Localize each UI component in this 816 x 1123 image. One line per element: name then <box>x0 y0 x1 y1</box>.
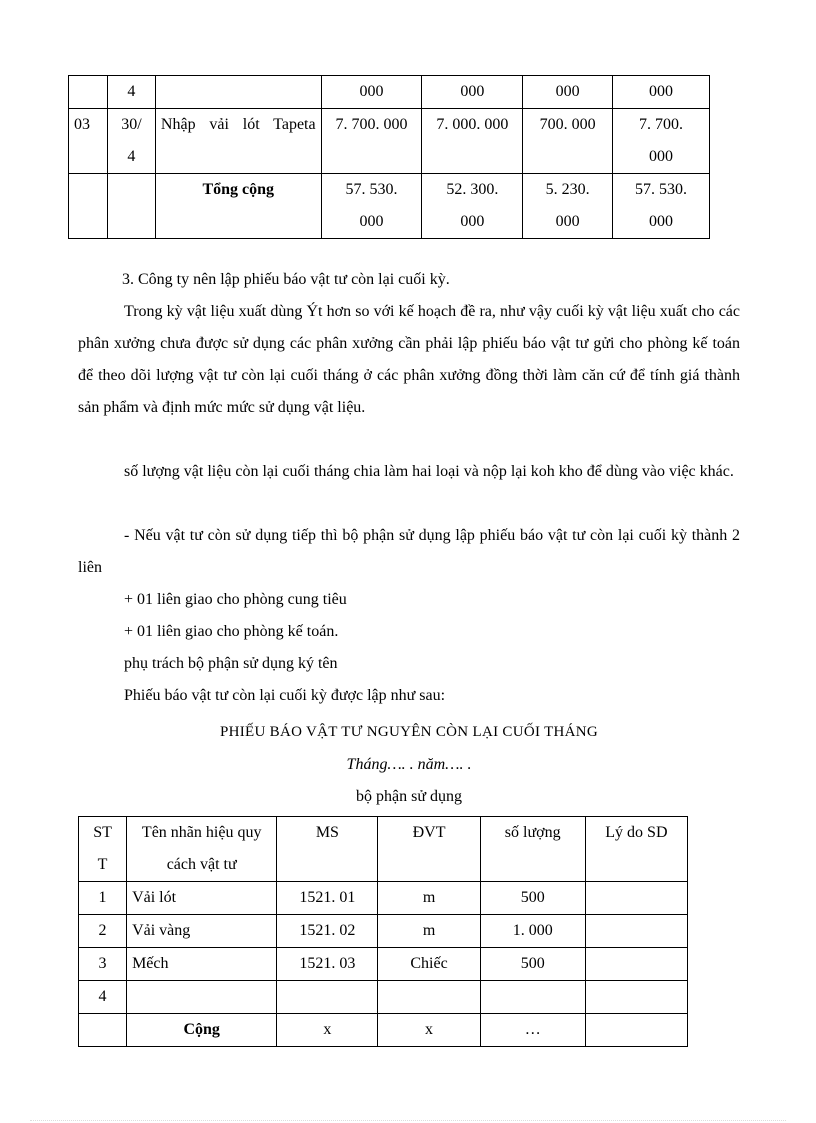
table-cell: 2 <box>79 915 127 948</box>
table-cell: m <box>378 915 480 948</box>
table-row <box>79 948 688 981</box>
table-cell: 4 <box>107 76 155 109</box>
column-header: ST T <box>79 817 127 882</box>
table-cell: … <box>480 1014 585 1047</box>
table-cell <box>480 981 585 1014</box>
table-cell: 1 <box>79 882 127 915</box>
table-cell: 3 <box>79 948 127 981</box>
total-label: Tổng cộng <box>155 174 321 239</box>
table-cell <box>155 76 321 109</box>
column-header: Lý do SD <box>585 817 687 882</box>
table-cell: Vải vàng <box>127 915 277 948</box>
table-cell: 7. 700. 000 <box>613 109 710 174</box>
table-cell: 500 <box>480 882 585 915</box>
material-report-table <box>78 816 688 1047</box>
table-row <box>79 915 688 948</box>
table-cell: 4 <box>79 981 127 1014</box>
paragraph: Trong kỳ vật liệu xuất dùng Ýt hơn so với kế hoạch đề ra, như vậy cuối kỳ vật liệu xuất cho các phân xưởng chưa được sử dụng các phân xưởng cần phải lập phiếu báo vật tư gửi cho phòng kế toán để theo dõi lượng vật tư còn lại cuối tháng ở các phân xưởng đồng thời làm căn cứ để tính giá thành sản phẩm và định mức mức sử dụng vật liệu. <box>78 303 740 416</box>
table-cell: m <box>378 882 480 915</box>
table-cell: 5. 230. 000 <box>523 174 613 239</box>
table-row <box>69 76 710 109</box>
table-row <box>69 109 710 174</box>
table-row <box>79 981 688 1014</box>
paragraph: Phiếu báo vật tư còn lại cuối kỳ được lập như sau: <box>124 687 446 704</box>
table-cell <box>585 915 687 948</box>
paragraph: - Nếu vật tư còn sử dụng tiếp thì bộ phận sử dụng lập phiếu báo vật tư còn lại cuối kỳ thành 2 liên <box>78 527 740 576</box>
table-cell: 000 <box>523 76 613 109</box>
table-cell: x <box>378 1014 480 1047</box>
paragraph: phụ trách bộ phận sử dụng ký tên <box>124 655 338 672</box>
table-cell: 57. 530. 000 <box>321 174 422 239</box>
list-item: + 01 liên giao cho phòng kế toán. <box>124 623 339 640</box>
table-cell: 700. 000 <box>523 109 613 174</box>
table-cell: 30/ 4 <box>107 109 155 174</box>
table-cell: 52. 300. 000 <box>422 174 523 239</box>
table-cell <box>585 981 687 1014</box>
column-header: số lượng <box>480 817 585 882</box>
table-cell <box>127 981 277 1014</box>
table-cell: Vải lót <box>127 882 277 915</box>
list-item: + 01 liên giao cho phòng cung tiêu <box>124 591 347 608</box>
inventory-table <box>68 75 710 239</box>
table-cell: 03 <box>69 109 108 174</box>
table-cell <box>277 981 378 1014</box>
table-cell <box>79 1014 127 1047</box>
table-cell <box>69 174 108 239</box>
column-header: MS <box>277 817 378 882</box>
table-cell: 1521. 01 <box>277 882 378 915</box>
column-header: ĐVT <box>378 817 480 882</box>
table-header-row <box>79 817 688 882</box>
form-date: Tháng…. . năm…. . <box>346 756 472 773</box>
table-cell: 7. 000. 000 <box>422 109 523 174</box>
table-cell <box>107 174 155 239</box>
table-cell <box>585 882 687 915</box>
table-cell: Chiếc <box>378 948 480 981</box>
table-cell: 500 <box>480 948 585 981</box>
table-cell: 1. 000 <box>480 915 585 948</box>
table-cell: 000 <box>422 76 523 109</box>
table-row <box>79 1014 688 1047</box>
table-cell: Nhập vải lót Tapeta <box>155 109 321 174</box>
paragraph-heading: 3. Công ty nên lập phiếu báo vật tư còn lại cuối kỳ. <box>122 271 450 288</box>
column-header: Tên nhãn hiệu quy cách vật tư <box>127 817 277 882</box>
table-cell: 7. 700. 000 <box>321 109 422 174</box>
paragraph: số lượng vật liệu còn lại cuối tháng chia làm hai loại và nộp lại koh kho để dùng vào việc khác. <box>124 463 734 480</box>
form-title: PHIẾU BÁO VẬT TƯ NGUYÊN CÒN LẠI CUỐI THÁNG <box>219 724 599 740</box>
table-cell <box>585 948 687 981</box>
table-cell: 1521. 03 <box>277 948 378 981</box>
table-cell: x <box>277 1014 378 1047</box>
table-cell: 57. 530. 000 <box>613 174 710 239</box>
table-cell <box>585 1014 687 1047</box>
table-cell: 000 <box>321 76 422 109</box>
table-cell: Mếch <box>127 948 277 981</box>
form-department: bộ phận sử dụng <box>356 788 462 805</box>
table-cell: 000 <box>613 76 710 109</box>
total-label: Cộng <box>127 1014 277 1047</box>
table-cell <box>378 981 480 1014</box>
table-cell: 1521. 02 <box>277 915 378 948</box>
page-bottom-divider <box>30 1120 786 1121</box>
table-cell <box>69 76 108 109</box>
table-row <box>79 882 688 915</box>
table-row <box>69 174 710 239</box>
